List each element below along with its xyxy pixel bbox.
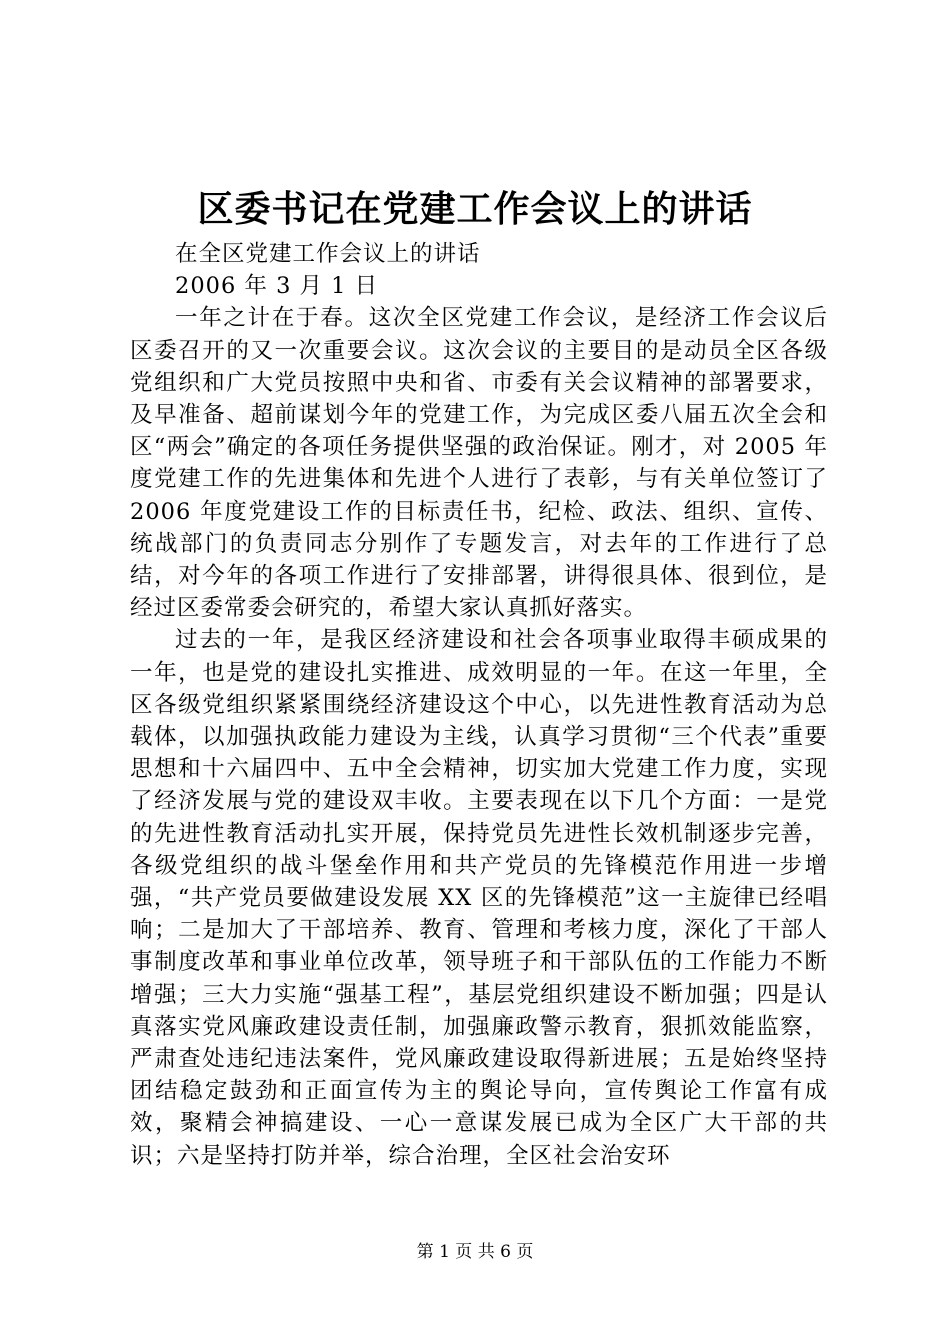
document-body (130, 238, 828, 1172)
body-paragraph: 过去的一年，是我区经济建设和社会各项事业取得丰硕成果的一年，也是党的建设扎实推进、成效明显的一年。在这一年里，全区各级党组织紧紧围绕经济建设这个中心，以先进性教育活动为总载体，以加强执政能力建设为主线，认真学习贯彻“三个代表”重要思想和十六届四中、五中全会精神，切实加大党建工作力度，实现了经济发展与党的建设双丰收。主要表现在以下几个方面：一是党的先进性教育活动扎实开展，保持党员先进性长效机制逐步完善，各级党组织的战斗堡垒作用和共产党员的先锋模范作用进一步增强，“共产党员要做建设发展 XX 区的先锋模范”这一主旋律已经唱响；二是加大了干部培养、教育、管理和考核力度，深化了干部人事制度改革和事业单位改革，领导班子和干部队伍的工作能力不断增强；三大力实施“强基工程”，基层党组织建设不断加强；四是认真落实党风廉政建设责任制，加强廉政警示教育，狠抓效能监察，严肃查处违纪违法案件，党风廉政建设取得新进展；五是始终坚持团结稳定鼓劲和正面宣传为主的舆论导向，宣传舆论工作富有成效，聚精会神搞建设、一心一意谋发展已成为全区广大干部的共识；六是坚持打防并举，综合治理，全区社会治安环 (130, 627, 828, 1169)
document-date: 2006 年 3 月 1 日 (175, 273, 379, 300)
document-subtitle: 在全区党建工作会议上的讲话 (175, 241, 481, 267)
body-paragraph: 一年之计在于春。这次全区党建工作会议，是经济工作会议后区委召开的又一次重要会议。这次会议的主要目的是动员全区各级党组织和广大党员按照中央和省、市委有关会议精神的部署要求，及早准备、超前谋划今年的党建工作，为完成区委八届五次全会和区“两会”确定的各项任务提供坚强的政治保证。刚才，对 2005 年度党建工作的先进集体和先进个人进行了表彰，与有关单位签订了 2006 年度党建设工作的目标责任书，纪检、政法、组织、宣传、统战部门的负责同志分别作了专题发言，对去年的工作进行了总结，对今年的各项工作进行了安排部署，讲得很具体、很到位，是经过区委常委会研究的，希望大家认真抓好落实。 (130, 305, 828, 622)
document-title: 区委书记在党建工作会议上的讲话 (197, 188, 753, 230)
page-number-footer: 第 1 页 共 6 页 (416, 1242, 534, 1262)
